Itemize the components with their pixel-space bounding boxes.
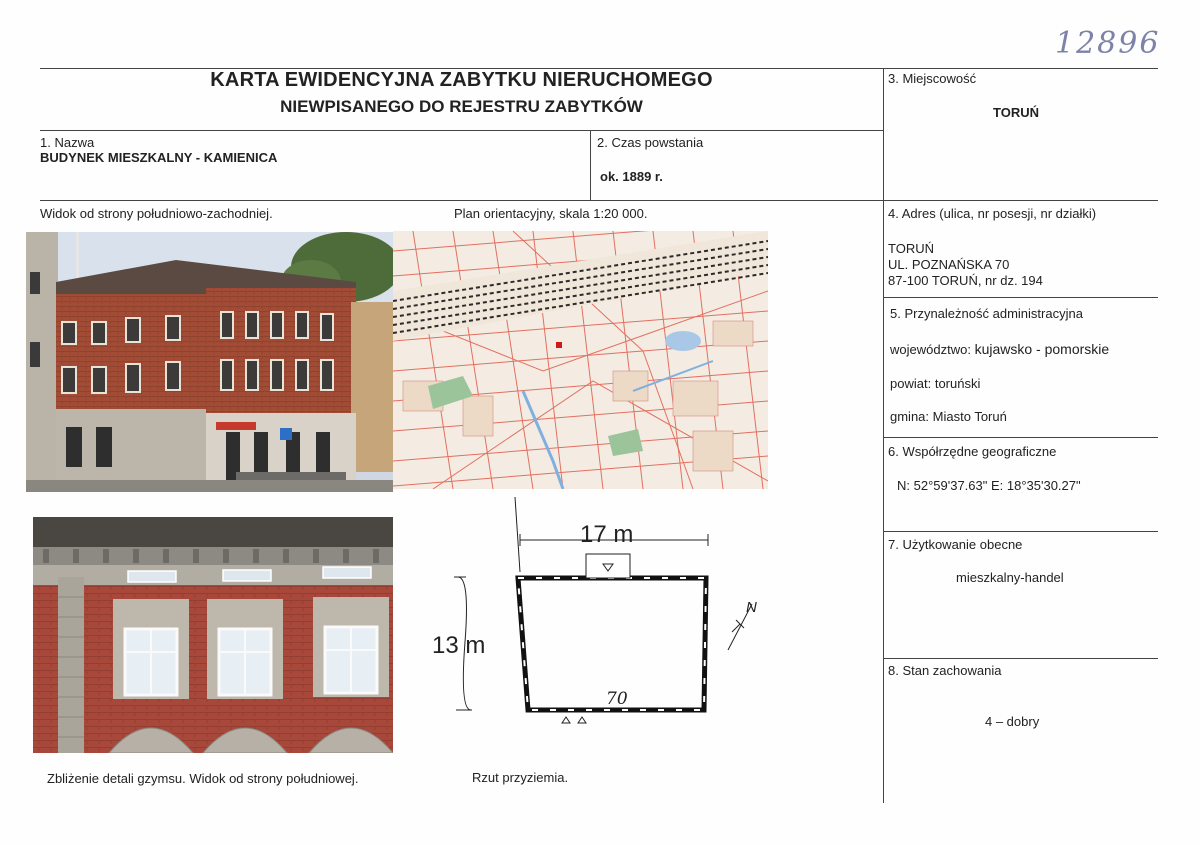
county-label: powiat: <box>890 376 932 391</box>
orientation-map <box>393 231 768 489</box>
field-date-label: 2. Czas powstania <box>597 135 704 150</box>
card-title: KARTA EWIDENCYJNA ZABYTKU NIERUCHOMEGO <box>210 69 713 91</box>
cornice-detail-photo <box>33 517 393 753</box>
voivodeship-row <box>890 342 1109 357</box>
voivodeship-value: kujawsko - pomorskie <box>974 341 1110 357</box>
caption-map: Plan orientacyjny, skala 1:20 000. <box>454 206 648 221</box>
address-line-3: 87-100 TORUŃ, nr dz. 194 <box>888 273 1043 288</box>
divider-vertical-main <box>883 68 884 803</box>
plan-house-number: 70 <box>606 689 628 709</box>
voivodeship-label: województwo: <box>890 342 971 357</box>
caption-main-photo: Widok od strony południowo-zachodniej. <box>40 206 273 221</box>
field-date-value: ok. 1889 r. <box>600 169 663 184</box>
field-admin-label: 5. Przynależność administracyjna <box>890 306 1083 321</box>
rule-right-7-8 <box>883 658 1158 659</box>
field-coords-value: N: 52°59'37.63" E: 18°35'30.27" <box>897 478 1081 493</box>
inventory-number: 12896 <box>1055 26 1161 61</box>
rule-under-title <box>40 130 883 131</box>
field-coords-label: 6. Współrzędne geograficzne <box>888 444 1057 459</box>
rule-under-name <box>40 200 1158 201</box>
field-usage-label: 7. Użytkowanie obecne <box>888 537 1023 552</box>
commune-row <box>890 409 1007 424</box>
address-line-1: TORUŃ <box>888 241 934 256</box>
ground-floor-plan <box>410 492 770 742</box>
north-label: N <box>746 599 757 616</box>
field-condition-value: 4 – dobry <box>985 714 1040 729</box>
county-value: toruński <box>934 376 981 391</box>
caption-plan: Rzut przyziemia. <box>472 770 569 785</box>
field-usage-value: mieszkalny-handel <box>956 570 1064 585</box>
field-name-value: BUDYNEK MIESZKALNY - KAMIENICA <box>40 150 278 165</box>
card-subtitle: NIEWPISANEGO DO REJESTRU ZABYTKÓW <box>280 97 643 116</box>
divider-vertical-date <box>590 130 591 200</box>
plan-depth-label: 13 m <box>432 632 486 659</box>
plan-width-label: 17 m <box>580 521 634 548</box>
field-name-label: 1. Nazwa <box>40 135 95 150</box>
caption-detail-photo: Zbliżenie detali gzymsu. Widok od strony południowej. <box>47 771 359 786</box>
address-line-2: UL. POZNAŃSKA 70 <box>888 257 1010 272</box>
building-photo <box>26 232 393 492</box>
county-row <box>890 376 980 391</box>
commune-value: Miasto Toruń <box>932 409 1007 424</box>
rule-right-4-5 <box>883 297 1158 298</box>
rule-right-5-6 <box>883 437 1158 438</box>
commune-label: gmina: <box>890 409 930 424</box>
field-locality-value: TORUŃ <box>993 105 1039 120</box>
field-address-label: 4. Adres (ulica, nr posesji, nr działki) <box>888 206 1097 221</box>
field-condition-label: 8. Stan zachowania <box>888 663 1002 678</box>
rule-right-6-7 <box>883 531 1158 532</box>
field-locality-label: 3. Miejscowość <box>888 71 977 86</box>
